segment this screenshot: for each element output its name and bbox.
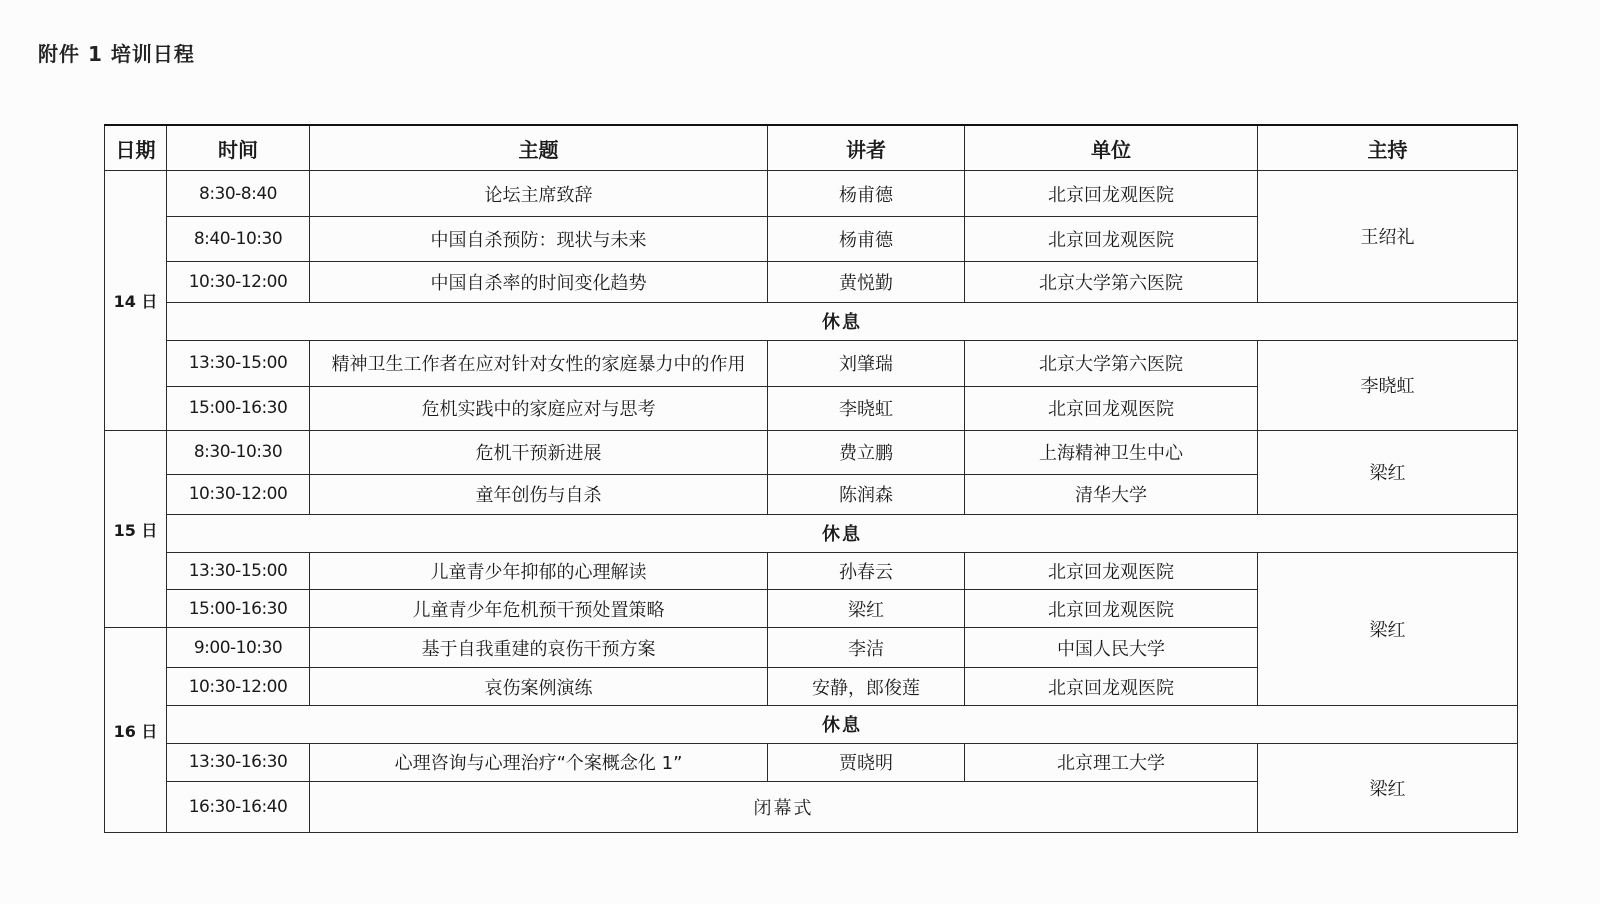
training-schedule-table xyxy=(104,124,1518,833)
speaker-cell: 孙春云 xyxy=(768,552,965,590)
speaker-cell: 费立鹏 xyxy=(768,430,965,474)
unit-cell: 中国人民大学 xyxy=(965,628,1258,668)
closing-ceremony-cell: 闭幕式 xyxy=(310,781,1258,832)
topic-cell: 儿童青少年抑郁的心理解读 xyxy=(310,552,768,590)
speaker-cell: 李洁 xyxy=(768,628,965,668)
unit-cell: 北京回龙观医院 xyxy=(965,590,1258,628)
break-row xyxy=(105,302,1518,340)
time-cell: 9:00-10:30 xyxy=(167,628,310,668)
unit-cell: 北京大学第六医院 xyxy=(965,262,1258,303)
break-row xyxy=(105,705,1518,743)
unit-cell: 北京回龙观医院 xyxy=(965,386,1258,430)
speaker-cell: 李晓虹 xyxy=(768,386,965,430)
speaker-cell: 黄悦勤 xyxy=(768,262,965,303)
unit-cell: 清华大学 xyxy=(965,474,1258,514)
table-row xyxy=(105,171,1518,217)
table-row xyxy=(105,430,1518,474)
topic-cell: 童年创伤与自杀 xyxy=(310,474,768,514)
time-cell: 10:30-12:00 xyxy=(167,262,310,303)
topic-cell: 基于自我重建的哀伤干预方案 xyxy=(310,628,768,668)
topic-cell: 精神卫生工作者在应对针对女性的家庭暴力中的作用 xyxy=(310,340,768,386)
unit-cell: 北京回龙观医院 xyxy=(965,552,1258,590)
topic-cell: 儿童青少年危机预干预处置策略 xyxy=(310,590,768,628)
speaker-cell: 陈润森 xyxy=(768,474,965,514)
unit-cell: 上海精神卫生中心 xyxy=(965,430,1258,474)
header-speaker: 讲者 xyxy=(768,125,965,171)
table-row xyxy=(105,340,1518,386)
speaker-cell: 杨甫德 xyxy=(768,171,965,217)
time-cell: 13:30-15:00 xyxy=(167,552,310,590)
break-cell: 休息 xyxy=(167,302,1518,340)
speaker-cell: 刘肇瑞 xyxy=(768,340,965,386)
time-cell: 13:30-15:00 xyxy=(167,340,310,386)
time-cell: 15:00-16:30 xyxy=(167,590,310,628)
host-cell: 梁红 xyxy=(1258,430,1518,514)
header-time: 时间 xyxy=(167,125,310,171)
break-cell: 休息 xyxy=(167,514,1518,552)
header-topic: 主题 xyxy=(310,125,768,171)
header-unit: 单位 xyxy=(965,125,1258,171)
header-date: 日期 xyxy=(105,125,167,171)
header-host: 主持 xyxy=(1258,125,1518,171)
host-cell: 梁红 xyxy=(1258,552,1518,705)
time-cell: 8:40-10:30 xyxy=(167,217,310,262)
time-cell: 15:00-16:30 xyxy=(167,386,310,430)
topic-cell: 危机干预新进展 xyxy=(310,430,768,474)
speaker-cell: 杨甫德 xyxy=(768,217,965,262)
host-cell: 李晓虹 xyxy=(1258,340,1518,430)
time-cell: 16:30-16:40 xyxy=(167,781,310,832)
table-row xyxy=(105,743,1518,781)
time-cell: 10:30-12:00 xyxy=(167,668,310,706)
unit-cell: 北京回龙观医院 xyxy=(965,217,1258,262)
topic-cell: 危机实践中的家庭应对与思考 xyxy=(310,386,768,430)
topic-cell: 中国自杀预防：现状与未来 xyxy=(310,217,768,262)
date-cell-14: 14 日 xyxy=(105,171,167,431)
speaker-cell: 安静，郎俊莲 xyxy=(768,668,965,706)
date-cell-15: 15 日 xyxy=(105,430,167,627)
host-cell: 梁红 xyxy=(1258,743,1518,832)
speaker-cell: 梁红 xyxy=(768,590,965,628)
unit-cell: 北京理工大学 xyxy=(965,743,1258,781)
unit-cell: 北京大学第六医院 xyxy=(965,340,1258,386)
time-cell: 13:30-16:30 xyxy=(167,743,310,781)
table-header-row xyxy=(105,125,1518,171)
unit-cell: 北京回龙观医院 xyxy=(965,668,1258,706)
topic-cell: 论坛主席致辞 xyxy=(310,171,768,217)
host-cell: 王绍礼 xyxy=(1258,171,1518,303)
table-row xyxy=(105,552,1518,590)
date-cell-16: 16 日 xyxy=(105,628,167,833)
break-row xyxy=(105,514,1518,552)
time-cell: 8:30-10:30 xyxy=(167,430,310,474)
time-cell: 10:30-12:00 xyxy=(167,474,310,514)
break-cell: 休息 xyxy=(167,705,1518,743)
topic-cell: 中国自杀率的时间变化趋势 xyxy=(310,262,768,303)
topic-cell: 心理咨询与心理治疗“个案概念化 1” xyxy=(310,743,768,781)
speaker-cell: 贾晓明 xyxy=(768,743,965,781)
time-cell: 8:30-8:40 xyxy=(167,171,310,217)
unit-cell: 北京回龙观医院 xyxy=(965,171,1258,217)
topic-cell: 哀伤案例演练 xyxy=(310,668,768,706)
document-title: 附件 1 培训日程 xyxy=(38,42,195,66)
